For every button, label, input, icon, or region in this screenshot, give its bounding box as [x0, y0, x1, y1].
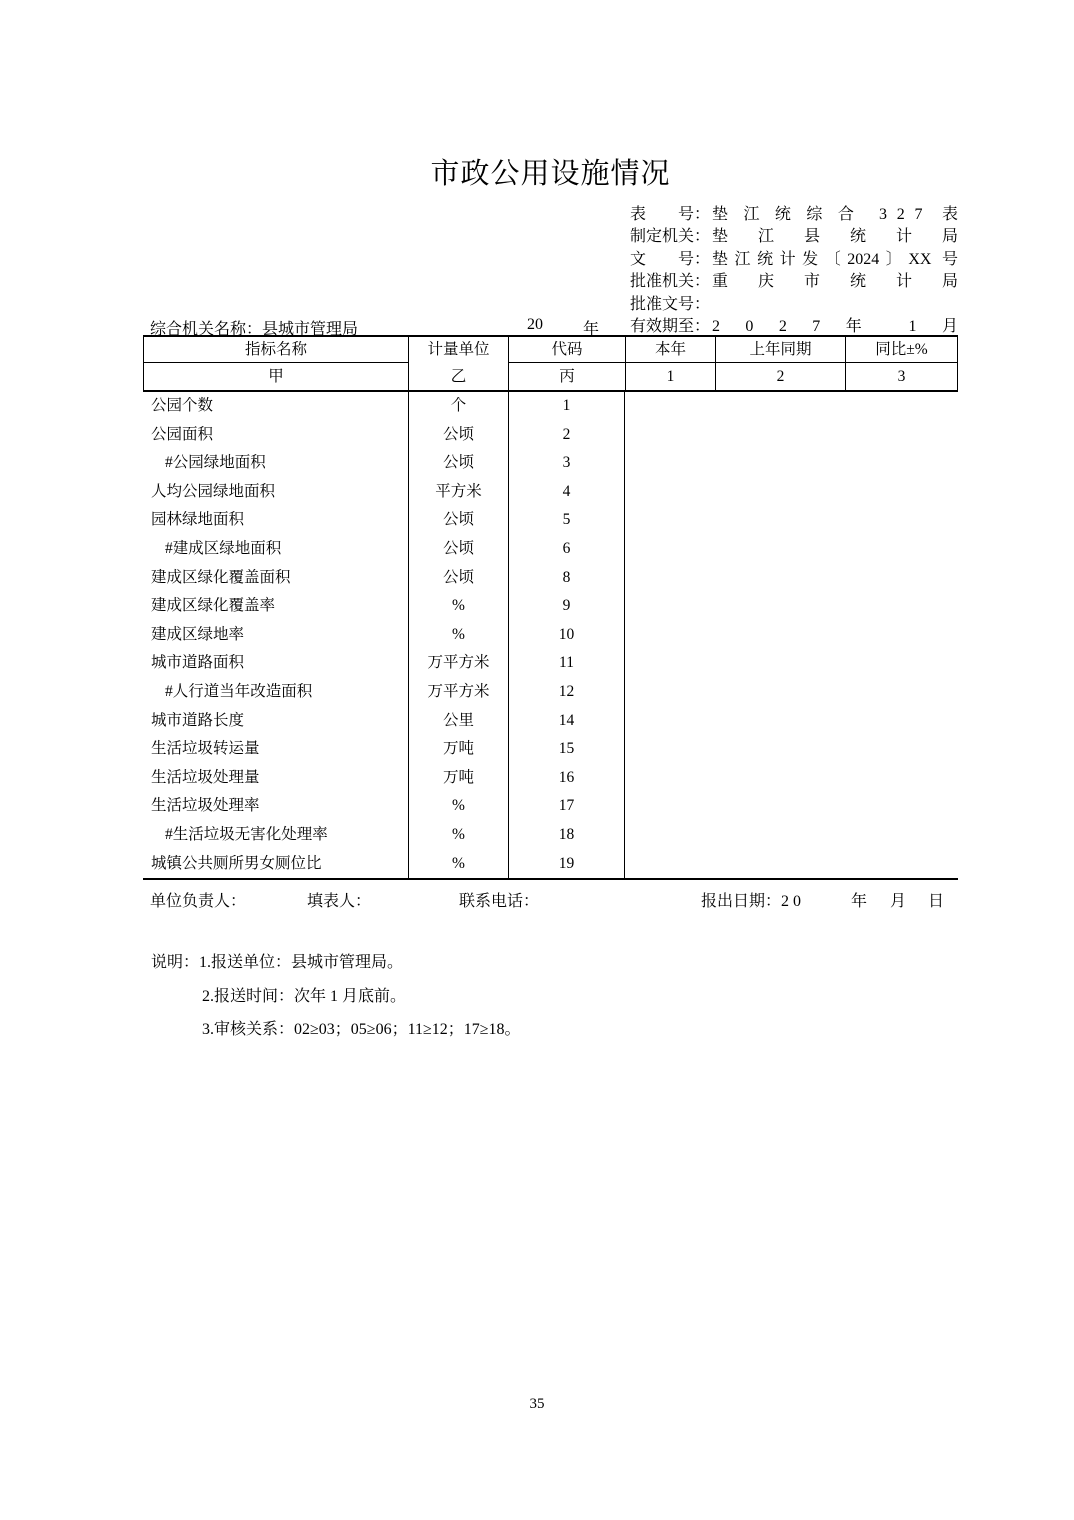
doc-number-value: 垫江统计发〔2024〕XX 号 [712, 250, 958, 268]
code-cell: 9 [508, 592, 625, 621]
indicator-name-cell: 建成区绿化覆盖面积 [151, 568, 291, 586]
indicator-name-cell: 生活垃圾转运量 [151, 740, 260, 758]
indicator-name-cell: 园林绿地面积 [151, 511, 245, 529]
data-cell [625, 735, 958, 764]
code-cell: 6 [508, 535, 625, 564]
indicator-name-cell: 建成区绿化覆盖率 [151, 597, 276, 615]
form-number-label: 表 号： [630, 206, 711, 223]
issuer-row [630, 226, 958, 248]
note-line-2: 2.报送时间：次年 1 月底前。 [202, 988, 407, 1005]
unit-cell: 万平方米 [408, 649, 508, 678]
data-cell [625, 421, 958, 450]
code-cell: 19 [508, 850, 625, 879]
table-row [143, 564, 958, 593]
data-cell [625, 764, 958, 793]
valid-until-label: 有效期至： [630, 318, 711, 336]
data-cell [625, 478, 958, 507]
data-cell [625, 678, 958, 707]
table-row [143, 649, 958, 678]
table-row [143, 449, 958, 478]
code-cell: 17 [508, 792, 625, 821]
indicator-name-cell: 公园面积 [151, 425, 214, 443]
indicator-name-cell: #生活垃圾无害化处理率 [165, 825, 328, 843]
table-row [143, 764, 958, 793]
table-row [143, 392, 958, 421]
table-head [143, 335, 958, 392]
code-cell: 8 [508, 564, 625, 593]
note-line-1: 说明：1.报送单位：县城市管理局。 [151, 954, 404, 971]
preparer-label: 填表人： [307, 893, 372, 910]
approver-label: 批准机关： [630, 273, 711, 291]
table-row [143, 707, 958, 736]
table-row [143, 621, 958, 650]
report-date-year-label: 年 [851, 893, 868, 910]
unit-cell: 公顷 [408, 449, 508, 478]
report-date-day-label: 日 [928, 893, 945, 910]
indicator-name-cell: 人均公园绿地面积 [151, 482, 276, 500]
table-row [143, 850, 958, 879]
header-current-year: 本年 [625, 337, 715, 363]
data-cell [625, 649, 958, 678]
code-cell: 5 [508, 506, 625, 535]
indicator-name-cell: 城市道路面积 [151, 654, 245, 672]
unit-cell: 万平方米 [408, 678, 508, 707]
table-row [143, 592, 958, 621]
indicator-name-cell: 生活垃圾处理率 [151, 797, 260, 815]
unit-cell: % [408, 850, 508, 879]
unit-cell: 平方米 [408, 478, 508, 507]
report-year-unit: 年 [583, 321, 600, 338]
table-subheader-row [143, 363, 958, 390]
valid-until-value: 2 0 2 7 年 1 月 [712, 318, 958, 336]
unit-cell: 公顷 [408, 421, 508, 450]
code-cell: 4 [508, 478, 625, 507]
table-header-row [143, 337, 958, 363]
unit-cell: % [408, 792, 508, 821]
indicator-name-cell: #人行道当年改造面积 [165, 682, 313, 700]
doc-number-label: 文 号： [630, 250, 711, 268]
data-cell [625, 506, 958, 535]
header-yoy-change: 同比±% [845, 337, 958, 363]
phone-label: 联系电话： [459, 893, 540, 910]
code-cell: 14 [508, 707, 625, 736]
header-previous-year: 上年同期 [715, 337, 845, 363]
table-row [143, 821, 958, 850]
indicator-name-cell: #建成区绿地面积 [165, 539, 282, 557]
table-row [143, 535, 958, 564]
data-cell [625, 535, 958, 564]
subheader-1: 1 [625, 363, 715, 390]
issuer-label: 制定机关： [630, 228, 711, 246]
org-name-line: 综合机关名称：县城市管理局 [150, 321, 359, 338]
note-line-3: 3.审核关系：02≥03；05≥06；11≥12；17≥18。 [202, 1021, 521, 1038]
issuer-value: 垫 江 县 统 计 局 [712, 228, 958, 246]
stat-table [143, 335, 958, 880]
subheader-jia: 甲 [143, 363, 408, 390]
approver-value: 重 庆 市 统 计 局 [712, 273, 958, 291]
table-row [143, 421, 958, 450]
approval-number-value [712, 294, 958, 316]
form-number-row [630, 204, 958, 226]
code-cell: 18 [508, 821, 625, 850]
indicator-name-cell: 城镇公共厕所男女厕位比 [151, 854, 322, 872]
code-cell: 16 [508, 764, 625, 793]
page-number: 35 [529, 1396, 545, 1412]
indicator-name-cell: 建成区绿地率 [151, 625, 245, 643]
report-date-month-label: 月 [890, 893, 907, 910]
code-cell: 2 [508, 421, 625, 450]
unit-cell: 公顷 [408, 535, 508, 564]
unit-cell: 万吨 [408, 764, 508, 793]
table-row [143, 506, 958, 535]
indicator-name-cell: 城市道路长度 [151, 711, 245, 729]
code-cell: 1 [508, 392, 625, 421]
unit-cell: 公顷 [408, 564, 508, 593]
header-code: 代码 [508, 337, 625, 363]
data-cell [625, 792, 958, 821]
form-meta-block [630, 204, 958, 338]
unit-cell: % [408, 621, 508, 650]
subheader-yi: 乙 [408, 363, 508, 390]
subheader-3: 3 [845, 363, 958, 390]
data-cell [625, 821, 958, 850]
table-row [143, 792, 958, 821]
data-cell [625, 707, 958, 736]
code-cell: 11 [508, 649, 625, 678]
page-title: 市政公用设施情况 [430, 158, 671, 190]
unit-cell: 公里 [408, 707, 508, 736]
data-cell [625, 592, 958, 621]
unit-cell: % [408, 821, 508, 850]
indicator-name-cell: 公园个数 [151, 397, 214, 414]
approval-number-label: 批准文号： [630, 295, 711, 313]
unit-cell: % [408, 592, 508, 621]
header-indicator-name: 指标名称 [143, 337, 408, 363]
header-unit: 计量单位 [408, 337, 508, 363]
data-cell [625, 850, 958, 879]
data-cell [625, 449, 958, 478]
unit-head-label: 单位负责人： [150, 893, 247, 910]
indicator-name-cell: #公园绿地面积 [165, 454, 266, 472]
form-number-value: 垫 江 统 综 合 3 2 7 表 [712, 206, 958, 223]
subheader-2: 2 [715, 363, 845, 390]
unit-cell: 个 [408, 392, 508, 421]
table-row [143, 678, 958, 707]
table-row [143, 735, 958, 764]
subheader-bing: 丙 [508, 363, 625, 390]
report-date-label: 报出日期：2 0 [701, 893, 802, 910]
table-row [143, 478, 958, 507]
code-cell: 10 [508, 621, 625, 650]
unit-cell: 公顷 [408, 506, 508, 535]
data-cell [625, 621, 958, 650]
code-cell: 15 [508, 735, 625, 764]
approval-number-row [630, 294, 958, 316]
unit-cell: 万吨 [408, 735, 508, 764]
report-year-blank: 20 [527, 316, 543, 333]
data-cell [625, 392, 958, 421]
table-body [143, 392, 958, 880]
data-cell [625, 564, 958, 593]
indicator-name-cell: 生活垃圾处理量 [151, 768, 260, 786]
approver-row [630, 271, 958, 293]
code-cell: 3 [508, 449, 625, 478]
code-cell: 12 [508, 678, 625, 707]
doc-number-row [630, 249, 958, 271]
